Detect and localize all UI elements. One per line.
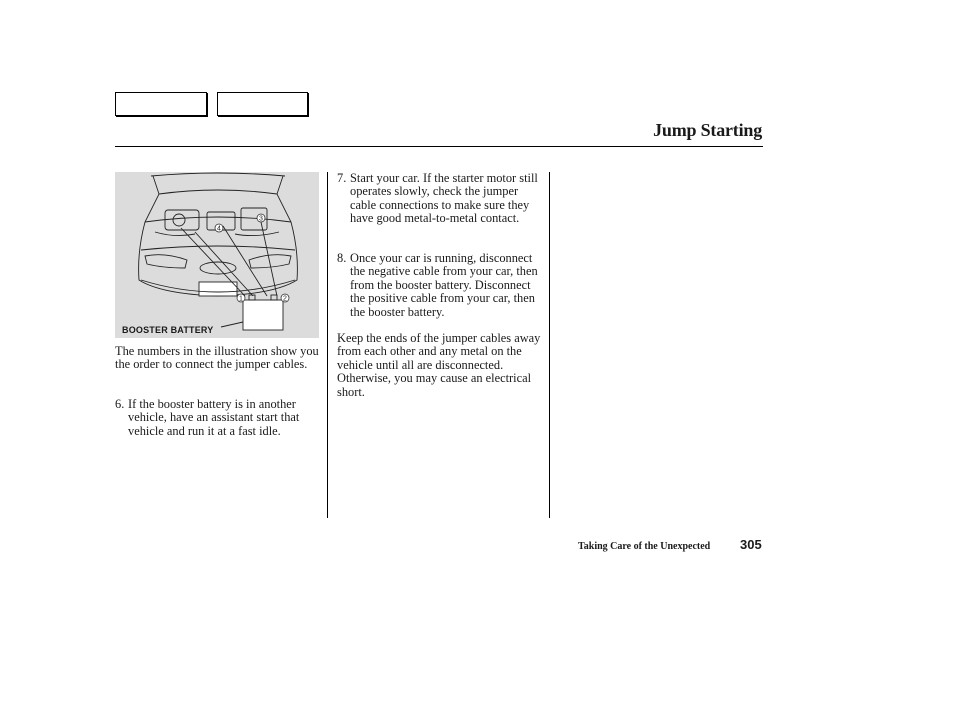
caution-note: Keep the ends of the jumper cables away from each other and any metal on the vehicle until all are disconnected. Otherwise, you may cause an electrical short. [337, 331, 541, 399]
nav-button-previous[interactable] [115, 92, 207, 116]
intro-paragraph: The numbers in the illustration show you the order to connect the jumper cables. [115, 344, 319, 372]
step-7-number: 7. [337, 171, 347, 185]
callout-2: 2 [283, 295, 287, 303]
nav-button-next[interactable] [217, 92, 308, 116]
step-8-text: Once your car is running, disconnect the negative cable from your car, then from the booster battery. Disconnect the positive cable from your car, then the booster battery. [350, 251, 538, 319]
callout-3: 3 [259, 215, 263, 223]
step-7-text: Start your car. If the starter motor still operates slowly, check the jumper cable connections to make sure they have good metal-to-metal contact. [350, 171, 538, 226]
page-title: Jump Starting [653, 120, 762, 140]
callout-4: 4 [217, 225, 221, 233]
column-divider-left [327, 172, 328, 518]
step-6-text: If the booster battery is in another vehicle, have an assistant start that vehicle and run it at a fast idle. [128, 397, 300, 438]
engine-bay-drawing [115, 172, 319, 338]
column-divider-right [549, 172, 550, 518]
step-6 [115, 398, 324, 438]
callout-1: 1 [239, 295, 243, 303]
step-6-number: 6. [115, 397, 125, 411]
step-7 [337, 172, 542, 226]
footer-section-title: Taking Care of the Unexpected [578, 541, 711, 552]
page-number: 305 [740, 537, 762, 552]
step-8-number: 8. [337, 251, 347, 265]
booster-battery-label: BOOSTER BATTERY [122, 325, 214, 335]
header-rule [115, 146, 763, 147]
step-8 [337, 252, 542, 319]
jump-start-illustration [115, 172, 319, 338]
